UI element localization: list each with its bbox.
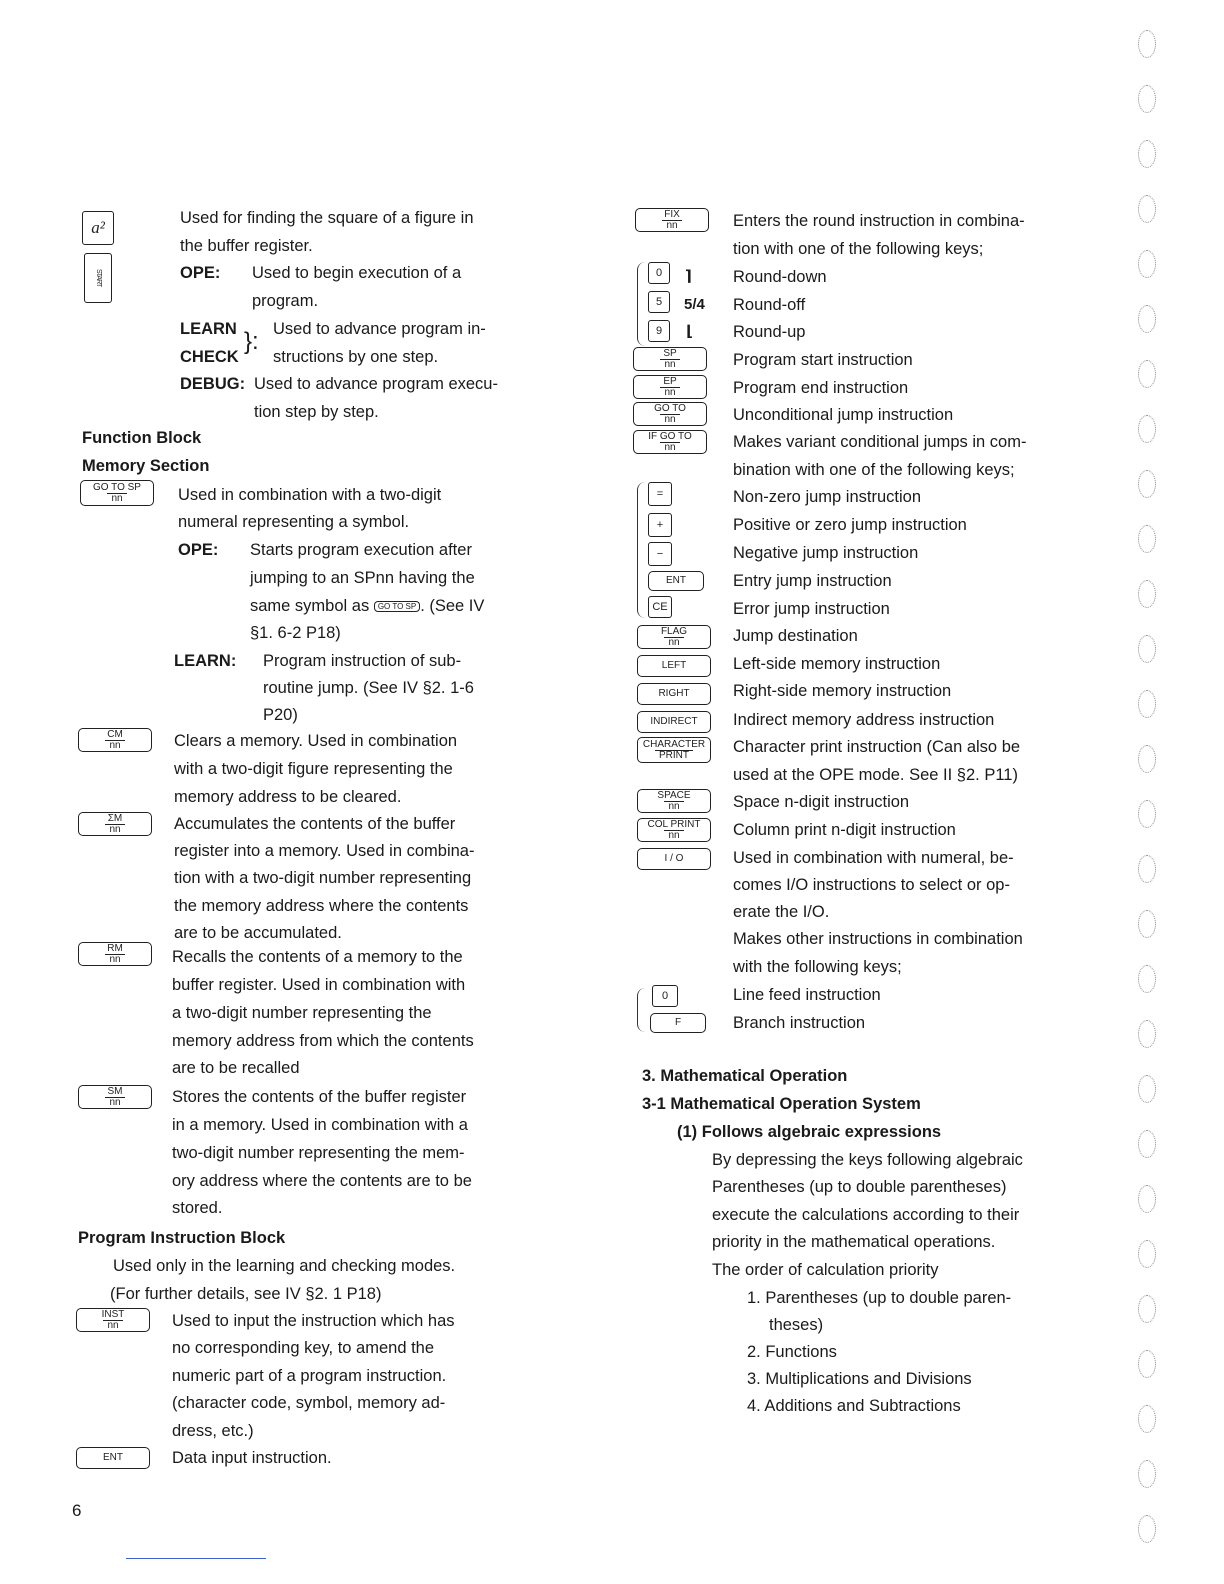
- rm-desc-2: buffer register. Used in combination with: [172, 976, 466, 994]
- ent-desc: Data input instruction.: [172, 1449, 332, 1467]
- key-top-label: CHARACTER: [642, 738, 706, 750]
- right-key-icon: [637, 789, 711, 813]
- binder-hole-icon: [1138, 1185, 1156, 1213]
- key-top-label: 0: [655, 267, 663, 279]
- round-symbol-icon: ⌊: [686, 323, 693, 340]
- right-entry-text: Right-side memory instruction: [733, 682, 952, 700]
- debug-desc-2: tion step by step.: [254, 403, 379, 421]
- sm-desc-3: two-digit number representing the mem-: [172, 1144, 465, 1162]
- right-entry-text: with the following keys;: [733, 958, 902, 976]
- round-keys-brace: [637, 262, 646, 346]
- inst-desc-3: numeric part of a program instruction.: [172, 1367, 447, 1385]
- round-symbol-icon: 5/4: [684, 296, 705, 313]
- binder-hole-icon: [1138, 580, 1156, 608]
- ope-label: OPE:: [180, 264, 221, 282]
- right-entry-text: Round-down: [733, 268, 827, 286]
- key-bottom-label: nn: [664, 830, 683, 841]
- right-entry-text: used at the OPE mode. See II §2. P11): [733, 766, 1018, 784]
- right-entry-text: Enters the round instruction in combina-: [733, 212, 1025, 230]
- right-key-icon: [637, 818, 711, 842]
- key-top-label: F: [674, 1017, 682, 1028]
- gotosp-ope-desc-3: same symbol as GO TO SP . (See IV: [250, 597, 485, 615]
- inst-desc-5: dress, etc.): [172, 1422, 254, 1440]
- right-key-icon: [637, 737, 711, 763]
- key-top-label: SP: [663, 347, 677, 359]
- key-top-label: CE: [652, 601, 668, 613]
- right-entry-text: Used in combination with numeral, be-: [733, 849, 1014, 867]
- inst-desc-2: no corresponding key, to amend the: [172, 1339, 435, 1357]
- square-desc-2: the buffer register.: [180, 237, 313, 255]
- right-entry-text: Makes other instructions in combination: [733, 930, 1023, 948]
- right-entry-text: Negative jump instruction: [733, 544, 919, 562]
- binder-hole-icon: [1138, 745, 1156, 773]
- key-top-label: +: [656, 519, 664, 531]
- inst-desc-1: Used to input the instruction which has: [172, 1312, 455, 1330]
- para-line-5: The order of calculation priority: [712, 1261, 939, 1279]
- binder-hole-icon: [1138, 1020, 1156, 1048]
- heading-program-block: Program Instruction Block: [78, 1229, 286, 1247]
- key-top-label: EP: [663, 375, 677, 387]
- right-key-icon: [648, 542, 672, 566]
- gotosp-ope-desc-2: jumping to an SPnn having the: [250, 569, 475, 587]
- binder-hole-icon: [1138, 635, 1156, 663]
- right-entry-text: Left-side memory instruction: [733, 655, 941, 673]
- sigma-m-desc-5: are to be accumulated.: [174, 924, 342, 942]
- key-bottom-label: nn: [660, 414, 679, 425]
- priority-1: 1. Parentheses (up to double paren-: [747, 1289, 1012, 1307]
- key-top-label: GO TO: [654, 402, 686, 414]
- right-key-icon: [648, 571, 704, 591]
- program-block-desc-1: Used only in the learning and checking modes.: [113, 1257, 456, 1275]
- key-top-label: 5: [655, 296, 663, 308]
- subsection-1-heading: (1) Follows algebraic expressions: [677, 1123, 942, 1141]
- binder-hole-icon: [1138, 855, 1156, 883]
- right-entry-text: Space n-digit instruction: [733, 793, 910, 811]
- binder-hole-icon: [1138, 965, 1156, 993]
- key-bottom-label: nn: [660, 359, 679, 370]
- key-top-label: I / O: [664, 853, 684, 864]
- right-entry-text: Error jump instruction: [733, 600, 890, 618]
- start-key-icon: START: [84, 253, 112, 303]
- binder-hole-icon: [1138, 1405, 1156, 1433]
- gotosp-desc-1: Used in combination with a two-digit: [178, 486, 442, 504]
- binder-hole-icon: [1138, 30, 1156, 58]
- binder-hole-icon: [1138, 690, 1156, 718]
- binder-hole-icon: [1138, 195, 1156, 223]
- sm-desc-2: in a memory. Used in combination with a: [172, 1116, 468, 1134]
- key-top-label: 0: [661, 990, 669, 1002]
- right-entry-text: Character print instruction (Can also be: [733, 738, 1021, 756]
- key-top-label: LEFT: [661, 660, 687, 671]
- binder-hole-icon: [1138, 85, 1156, 113]
- right-key-icon: [637, 711, 711, 733]
- right-entry-text: Positive or zero jump instruction: [733, 516, 967, 534]
- program-block-desc-2: (For further details, see IV §2. 1 P18): [110, 1285, 382, 1303]
- section-3-1-heading: 3-1 Mathematical Operation System: [642, 1095, 921, 1113]
- learn-check-desc-2: structions by one step.: [273, 348, 439, 366]
- right-entry-text: bination with one of the following keys;: [733, 461, 1015, 479]
- right-entry-text: Jump destination: [733, 627, 858, 645]
- cm-key-icon: CM nn: [78, 728, 152, 752]
- right-entry-text: Round-off: [733, 296, 806, 314]
- right-key-icon: [648, 320, 670, 342]
- heading-function-block: Function Block: [82, 429, 202, 447]
- inst-desc-4: (character code, symbol, memory ad-: [172, 1394, 446, 1412]
- gotosp-ope-desc-1: Starts program execution after: [250, 541, 472, 559]
- key-bottom-label: nn: [660, 442, 679, 453]
- sm-key-icon: SM nn: [78, 1085, 152, 1109]
- inline-goto-sp-key-icon: GO TO SP: [374, 601, 420, 612]
- square-key-icon: a²: [82, 211, 114, 245]
- right-entry-text: Round-up: [733, 323, 806, 341]
- priority-4: 4. Additions and Subtractions: [747, 1397, 961, 1415]
- inst-key-icon: INST nn: [76, 1308, 150, 1332]
- binder-hole-icon: [1138, 1460, 1156, 1488]
- para-line-2: Parentheses (up to double parentheses): [712, 1178, 1007, 1196]
- sm-desc-4: ory address where the contents are to be: [172, 1172, 472, 1190]
- section-3-heading: 3. Mathematical Operation: [642, 1067, 848, 1085]
- debug-label: DEBUG:: [180, 375, 246, 393]
- priority-1-cont: theses): [769, 1316, 824, 1334]
- gotosp-learn-desc-1: Program instruction of sub-: [263, 652, 462, 670]
- learn-check-desc-1: Used to advance program in-: [273, 320, 486, 338]
- gotosp-ope-label: OPE:: [178, 541, 219, 559]
- binder-hole-icon: [1138, 1240, 1156, 1268]
- rm-desc-1: Recalls the contents of a memory to the: [172, 948, 463, 966]
- binder-hole-icon: [1138, 1350, 1156, 1378]
- ent-key-icon: ENT: [76, 1447, 150, 1469]
- key-bottom-label: nn: [664, 801, 683, 812]
- learn-label: LEARN: [180, 320, 237, 338]
- sm-desc-1: Stores the contents of the buffer register: [172, 1088, 467, 1106]
- binder-hole-icon: [1138, 140, 1156, 168]
- key-top-label: =: [656, 488, 664, 500]
- binder-hole-icon: [1138, 910, 1156, 938]
- gotosp-desc-2: numeral representing a symbol.: [178, 513, 410, 531]
- cm-desc-2: with a two-digit figure representing the: [174, 760, 453, 778]
- round-symbol-icon: ⌉: [685, 268, 692, 285]
- right-key-icon: [648, 596, 672, 618]
- key-top-label: SPACE: [657, 789, 691, 801]
- binder-hole-icon: [1138, 800, 1156, 828]
- right-key-icon: [637, 625, 711, 649]
- binder-hole-icon: [1138, 525, 1156, 553]
- right-key-icon: [648, 482, 672, 506]
- key-top-label: IF GO TO: [648, 430, 692, 442]
- priority-2: 2. Functions: [747, 1343, 837, 1361]
- key-bottom-label: nn: [664, 637, 683, 648]
- key-top-label: FIX: [664, 208, 680, 220]
- check-label: CHECK: [180, 348, 239, 366]
- para-line-3: execute the calculations according to their: [712, 1206, 1020, 1224]
- right-entry-text: Indirect memory address instruction: [733, 711, 995, 729]
- start-ope-desc-1: Used to begin execution of a: [252, 264, 462, 282]
- sigma-m-desc-1: Accumulates the contents of the buffer: [174, 815, 456, 833]
- sigma-m-desc-3: tion with a two-digit number representing: [174, 869, 472, 887]
- right-key-icon: [637, 655, 711, 677]
- page-number: 6: [72, 1501, 82, 1520]
- binder-hole-icon: [1138, 250, 1156, 278]
- key-bottom-label: nn: [662, 220, 681, 231]
- right-entry-text: comes I/O instructions to select or op-: [733, 876, 1010, 894]
- binder-hole-icon: [1138, 1295, 1156, 1323]
- binder-hole-icon: [1138, 1515, 1156, 1543]
- key-top-label: ENT: [666, 575, 686, 586]
- right-key-icon: [637, 683, 711, 705]
- right-key-icon: [633, 375, 707, 399]
- right-key-icon: [652, 985, 678, 1007]
- key-top-label: RIGHT: [658, 688, 690, 699]
- gotosp-learn-desc-3: P20): [263, 706, 298, 724]
- right-key-icon: [648, 262, 670, 284]
- right-entry-text: tion with one of the following keys;: [733, 240, 984, 258]
- start-ope-desc-2: program.: [252, 292, 319, 310]
- key-top-label: 9: [655, 325, 663, 337]
- right-key-icon: [648, 513, 672, 537]
- right-key-icon: [633, 347, 707, 371]
- rm-key-icon: RM nn: [78, 942, 152, 966]
- right-entry-text: Program start instruction: [733, 351, 913, 369]
- cm-desc-3: memory address to be cleared.: [174, 788, 402, 806]
- right-key-icon: [650, 1013, 706, 1033]
- right-entry-text: Unconditional jump instruction: [733, 406, 954, 424]
- right-entry-text: erate the I/O.: [733, 903, 830, 921]
- right-entry-text: Program end instruction: [733, 379, 909, 397]
- gotosp-learn-label: LEARN:: [174, 652, 237, 670]
- binder-hole-icon: [1138, 415, 1156, 443]
- binder-hole-icon: [1138, 360, 1156, 388]
- sigma-m-desc-4: the memory address where the contents: [174, 897, 469, 915]
- right-key-icon: [648, 291, 670, 313]
- right-entry-text: Non-zero jump instruction: [733, 488, 921, 506]
- key-top-label: INDIRECT: [650, 716, 698, 727]
- right-entry-text: Makes variant conditional jumps in com-: [733, 433, 1027, 451]
- debug-desc-1: Used to advance program execu-: [254, 375, 498, 393]
- key-top-label: FLAG: [660, 625, 688, 637]
- sigma-m-key-icon: ΣM nn: [78, 812, 152, 836]
- right-entry-text: Branch instruction: [733, 1014, 866, 1032]
- binder-hole-icon: [1138, 1075, 1156, 1103]
- right-key-icon: [633, 430, 707, 454]
- right-key-icon: [633, 402, 707, 426]
- para-line-4: priority in the mathematical operations.: [712, 1233, 996, 1251]
- sm-desc-5: stored.: [172, 1199, 223, 1217]
- jump-keys-brace: [637, 482, 646, 618]
- right-entry-text: Entry jump instruction: [733, 572, 892, 590]
- rm-desc-5: are to be recalled: [172, 1059, 300, 1077]
- right-entry-text: Column print n-digit instruction: [733, 821, 956, 839]
- binder-hole-icon: [1138, 470, 1156, 498]
- goto-sp-key-icon: GO TO SP nn: [80, 480, 154, 506]
- gotosp-ope-desc-4: §1. 6-2 P18): [250, 624, 341, 642]
- heading-memory-section: Memory Section: [82, 457, 210, 475]
- rm-desc-3: a two-digit number representing the: [172, 1004, 432, 1022]
- binder-hole-icon: [1138, 305, 1156, 333]
- gotosp-learn-desc-2: routine jump. (See IV §2. 1-6: [263, 679, 474, 697]
- para-line-1: By depressing the keys following algebraic: [712, 1151, 1023, 1169]
- key-top-label: COL PRINT: [647, 818, 701, 830]
- footer-rule: [126, 1558, 266, 1559]
- right-key-icon: [637, 848, 711, 870]
- sigma-m-desc-2: register into a memory. Used in combina-: [174, 842, 475, 860]
- right-key-icon: [635, 208, 709, 232]
- io-keys-brace: [637, 988, 646, 1032]
- learn-check-brace: }:: [244, 328, 259, 355]
- cm-desc-1: Clears a memory. Used in combination: [174, 732, 458, 750]
- square-desc-1: Used for finding the square of a figure in: [180, 209, 474, 227]
- rm-desc-4: memory address from which the contents: [172, 1032, 474, 1050]
- right-entry-text: Line feed instruction: [733, 986, 881, 1004]
- key-bottom-label: nn: [660, 387, 679, 398]
- binder-hole-icon: [1138, 1130, 1156, 1158]
- key-top-label: −: [656, 548, 664, 560]
- priority-3: 3. Multiplications and Divisions: [747, 1370, 972, 1388]
- key-bottom-label: PRINT: [655, 750, 693, 761]
